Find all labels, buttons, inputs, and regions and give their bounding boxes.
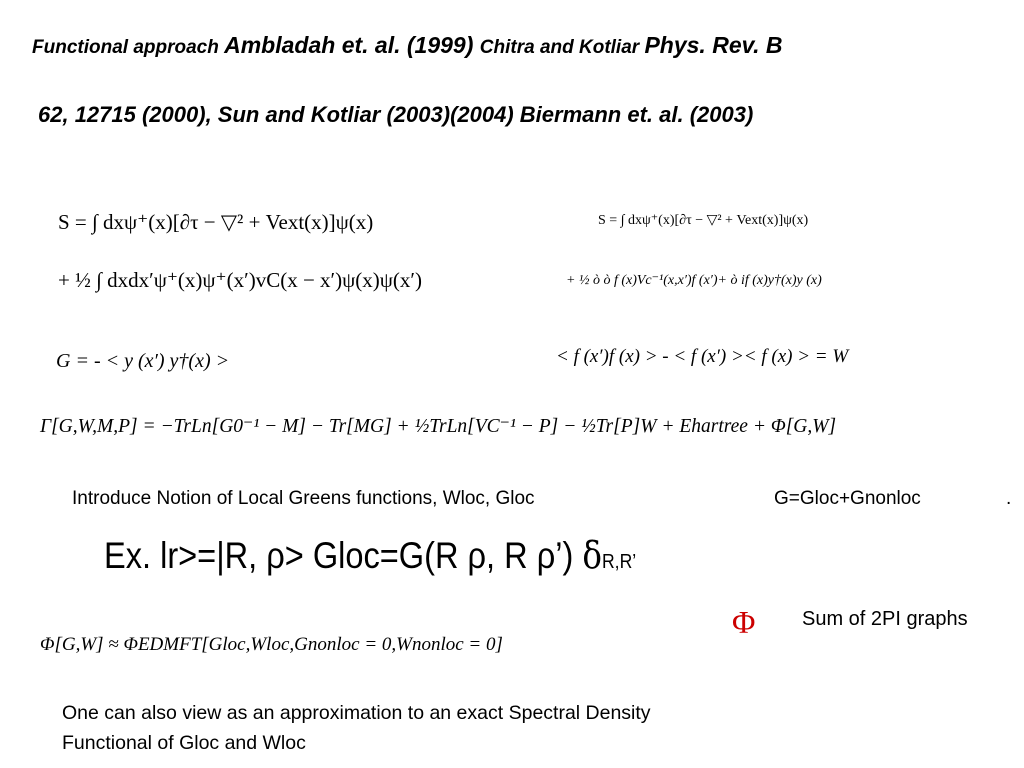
citation-phys-rev: Phys. Rev. B	[644, 32, 783, 58]
g-decomposition: G=Gloc+Gnonloc	[774, 488, 921, 509]
example-line	[104, 534, 636, 577]
footer-line2: Functional of Gloc and Wloc	[62, 732, 306, 754]
action-equation	[58, 196, 422, 308]
phi-symbol: Φ	[732, 604, 756, 640]
green-function-definition: G = - < y (x′) y†(x) >	[56, 350, 230, 372]
delta-symbol: δ	[582, 534, 602, 577]
w-correlator-definition: < f (x′)f (x) > - < f (x′) >< f (x) > = W	[556, 346, 849, 367]
intro-period: .	[1006, 488, 1012, 509]
footer-line1: One can also view as an approximation to an exact Spectral Density	[62, 702, 651, 724]
citation-ambladah: Ambladah et. al. (1999)	[224, 32, 480, 58]
gamma-functional: Γ[G,W,M,P] = −TrLn[G0⁻¹ − M] − Tr[MG] + ½TrLn[VC⁻¹ − P] − ½Tr[P]W + Ehartree + Φ[G,W]	[40, 416, 837, 437]
sum-of-2pi-graphs: Sum of 2PI graphs	[802, 608, 968, 630]
citation-functional-approach: Functional approach	[32, 37, 225, 58]
phi-edmft-approximation: Φ[G,W] ≈ ΦEDMFT[Gloc,Wloc,Gnonloc = 0,Wnonloc = 0]	[40, 634, 503, 655]
action-equation-small-line1: S = ∫ dxψ⁺(x)[∂τ − ▽² + Vext(x)]ψ(x)	[598, 213, 809, 228]
local-greens-intro: Introduce Notion of Local Greens functions, Wloc, Gloc	[72, 488, 535, 509]
citation-header-line2: 62, 12715 (2000), Sun and Kotliar (2003)(2004) Biermann et. al. (2003)	[38, 102, 754, 127]
action-equation-line1: S = ∫ dxψ⁺(x)[∂τ − ▽² + Vext(x)]ψ(x)	[58, 210, 374, 234]
citation-chitra-kotliar: Chitra and Kotliar	[479, 37, 645, 58]
action-equation-small	[598, 204, 808, 238]
delta-subscript: R,R’	[601, 551, 637, 573]
example-text: Ex. lr>=|R, ρ> Gloc=G(R ρ, R ρ’)	[104, 535, 583, 576]
citation-header-line1	[32, 32, 783, 59]
hubbard-stratonovich-term: + ½ ò ò f (x)Vc⁻¹(x,x′)f (x′)+ ò if (x)y†(x)y (x)	[566, 273, 822, 288]
action-equation-line2: + ½ ∫ dxdx′ψ⁺(x)ψ⁺(x′)vC(x − x′)ψ(x)ψ(x′)	[58, 268, 423, 292]
